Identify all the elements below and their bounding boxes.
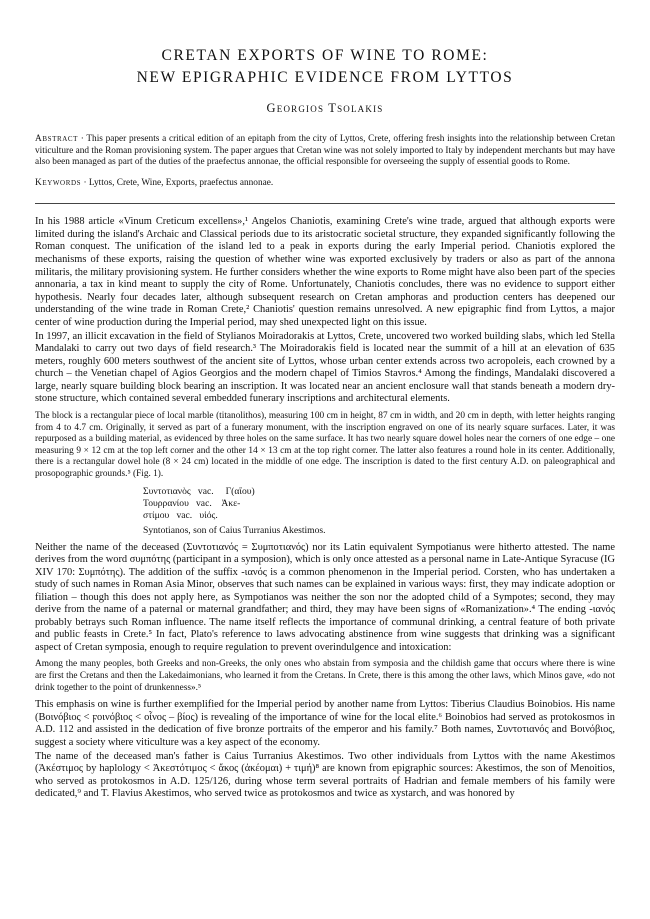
abstract-label: Abstract <box>35 134 79 144</box>
body-paragraph-5: This emphasis on wine is further exemplified for the Imperial period by another name from Lyttos: Tiberius Claudius Boinobios. His name (Βοινόβιος < ϝοινόβιος < οἶνος – βίος) is revealing of the importance of wine for the local elite.⁶ Boinobios had served as protokosmos in A.D. 112 and assisted in the dedication of five bronze portraits of the emperor and his family.⁷ Both names, Συντοτιανός and Βοινόβιος, suggest a society where viticulture was a key aspect of the economy. <box>35 699 615 748</box>
block-description: The block is a rectangular piece of local marble (titanolithos), measuring 100 cm in height, 87 cm in width, and 20 cm in depth, with letter heights ranging from 4 to 4.7 cm. Originally, it served as part of a funerary monument, with the inscription engraved on one of its nearly square surfaces. Later, it was repurposed as a building material, as evidenced by three holes on the same surface. It has two nearly square dowel holes near the corners of one edge – one measuring 9 × 12 cm at the top left corner and the other 14 × 13 cm at the top right corner. The latter also features a round hole in its center. Additionally, there is a rectangular dowel hole (8 × 24 cm) located in the middle of one edge. The inscription is dated to the first century A.D. on paleographical and prosopographic grounds.⁵ (Fig. 1). <box>35 410 615 479</box>
inscription-translation: Syntotianos, son of Caius Turranius Akestimos. <box>143 524 326 536</box>
body-paragraph-1: In his 1988 article «Vinum Creticum excellens»,¹ Angelos Chaniotis, examining Crete's wine trade, argued that although exports were limited during the island's Archaic and Classical periods due to its aristocratic societal structure, they expanded significantly following the Roman conquest. The unification of the island led to a peak in exports during the early Imperial period. Chaniotis explored the mechanisms of these exports, raising the question of whether wine was exported exclusively by traders or also as part of the annona militaris, the military provisioning system. He further considers whether the wine exports to Rome might have also been part of the species annonaria, a tax in kind meant to supply the city of Rome. Unfortunately, Chaniotis concludes, there was no evidence to support either hypothesis. Nearly four decades later, although subsequent research on Cretan amphoras and production centers has deepened our understanding of the wine trade in Roman Crete,² Chaniotis' question remains unresolved. A new epigraphic find from Lyttos, a major center of wine production during the Imperial period, may shed unexpected light on this issue. <box>35 216 615 328</box>
inscription-text <box>143 486 615 522</box>
article-page <box>35 0 615 802</box>
article-title <box>35 45 615 89</box>
inscription-line-2: Τουρρανίου vac. Ἀκε- <box>143 497 241 509</box>
inscription-line-1: Συντοτιανὸς vac. Γ(αΐου) <box>143 485 255 497</box>
title-line-1: CRETAN EXPORTS OF WINE TO ROME: <box>161 47 489 64</box>
title-line-2: NEW EPIGRAPHIC EVIDENCE FROM LYTTOS <box>136 69 514 86</box>
plato-quote: Among the many peoples, both Greeks and non-Greeks, the only ones who abstain from symposia and the childish game that occurs where there is wine are first the Cretans and then the Lakedaimonians, who learned it from the Cretans. In Crete, there is this among the other laws, which Minos gave, «do not drink together to the point of drunkenness».⁵ <box>35 659 615 693</box>
body-paragraph-6: The name of the deceased man's father is Caius Turranius Akestimos. Two other individuals from Lyttos with the name Akestimos (Ἀκέστιμος by haplology < Ἀκεστότιμος < ἄκος (ἀκέομαι) + τιμή)⁸ are known from epigraphic sources: Akestimos, the son of Menoitios, who served as protokosmos in A.D. 125/126, during whose term several portraits of Hadrian and female members of his family were dedicated,⁹ and T. Flavius Akestimos, who served twice as protokosmos and twice as xystarch, and was honored by <box>35 750 615 800</box>
author-name: Georgios Tsolakis <box>266 101 384 115</box>
keywords-label: Keywords <box>35 177 82 188</box>
keywords <box>35 178 615 190</box>
abstract-text: · This paper presents a critical edition of an epitaph from the city of Lyttos, Crete, offering fresh insights into the relationship between Cretan viticulture and the Roman provisioning system. The paper argues that Cretan wine was not solely imported to Italy by independent merchants but may have also been managed as part of the duties of the praefectus annonae, the official responsible for overseeing the supply of essential goods to Rome. <box>35 134 615 168</box>
abstract <box>35 134 615 169</box>
inscription-line-3: στίμου vac. υἱός. <box>143 509 218 521</box>
body-paragraph-2: In 1997, an illicit excavation in the field of Stylianos Moiradorakis at Lyttos, Crete, uncovered two worked building slabs, which led Stella Mandalaki to carry out two days of field research.³ The Moiradorakis field is located near the summit of a hill at an elevation of 635 meters, roughly 600 meters southwest of the ancient site of Lyttos, whose urban center extends across two acropoleis, each crowned by a church – the Venetian chapel of Agios Georgios and the modern chapel of Timios Stavros.⁴ Among the findings, Mandalaki discovered a large, nearly square building block bearing an inscription. It was located near an ancient enclosure wall that stands beneath a modern dry-stone structure, which contained several embedded funerary inscriptions and architectural elements. <box>35 330 615 405</box>
keywords-text: · Lyttos, Crete, Wine, Exports, praefectus annonae. <box>81 177 274 188</box>
divider <box>35 203 615 204</box>
body-paragraph-4: Neither the name of the deceased (Συντοτιανός = Συμποτιανός) nor its Latin equivalent Sympotianus were hitherto attested. The name derives from the word συμπότης (participant in a symposion), which is only once attested as a personal name in Late-Antique Syracuse (IG XIV 170: Συμπότης). The addition of the suffix -ιανός is a common phenomenon in the Imperial period. Corsten, who has undertaken a study of such names in Roman Asia Minor, observes that such names can be explained in various ways: first, they may indicate adoption or filiation – though this does not apply here, as Sympotianos was neither the son nor the adopted child of a Sympotes; second, they may derive from the name of a paternal or maternal grandfather; and third, they may have been signs of «Romanization».⁴ The ending -ιανός probably betrays such Roman influence. The name itself reflects the importance of communal drinking, a central feature of both private and public feasts in Crete.⁵ In fact, Plato's reference to laws advocating abstinence from wine suggests that drinking was a significant aspect of Cretan symposia, enough to require regulation to prevent overindulgence and intoxication: <box>35 541 615 653</box>
